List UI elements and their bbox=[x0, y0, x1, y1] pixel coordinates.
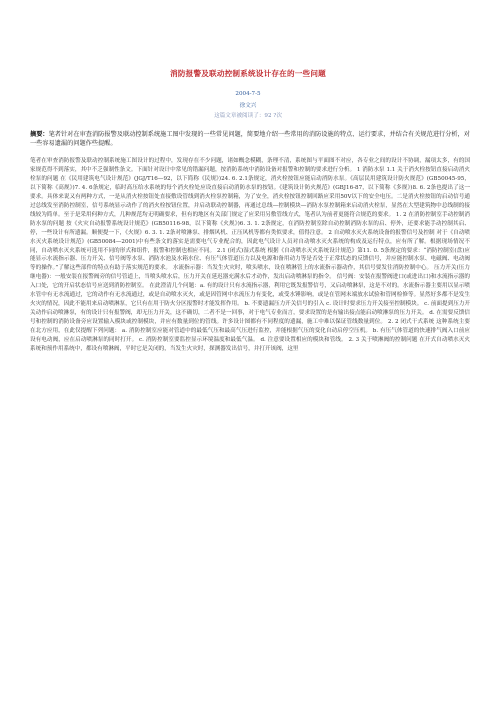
article-body bbox=[30, 157, 470, 697]
publish-date: 2004-7-5 bbox=[235, 91, 261, 97]
author-link[interactable]: 徐文兴 bbox=[239, 103, 257, 109]
article-title: 消防报警及联动控制系统设计存在的一些问题 bbox=[170, 69, 326, 78]
abstract-text: 笔者针对在审查消防报警及联动控制系统施工图中发现的一些常见问题，简要地介绍一些常用的消防设施的特点、运行要求，并结合有关规范进行分析，对一些容易遗漏的问题作些提醒。 bbox=[30, 131, 470, 148]
body-text: 笔者在审查消防报警及联动控制系统施工图设计的过程中，发现存在不少问题，诸如概念模糊，条理不清，系统图与平面图不对应，各专业之间的设计不协调，漏项太多，有的国家规范得不到落实，其中不乏强制性条文。下面针对设计中常见的错漏问题，按消防系统中消防设备对报警和控制的要求进行分析。 1 消防水泵 1.1 关于消火栓按钮直接启动消火栓泵的问题 在《民用建筑电气设计规范》(JGJ/T16—92，以下简称《民规》)24. 6. 2.1条规定，消火栓按钮应能启动消防水泵。《高层民用建筑设计防火规范》(GB50045-95，以下简称《高规》)7. 4. 6条规定，临时高压给水系统的每个消火栓处应设直接启动消防水泵的按钮。《建筑设计防火规范》(GBJ16-87，以下简称《多规》)8. 6. 2条也提出了这一要求。具体来说又有两种方式，一是从消火栓按钮处直接敷设管线到消火栓泵控制箱，为了安全，消火栓按钮控制回路应采用50V以下的安全电压。二是消火栓按钮的启动信号通过总线发至消防控制室，信号系统显示动作了的消火栓按钮位置，并启动联动控制器，再通过总线—控制模块—消防水泵控制箱来启动消火栓泵，显然在大型建筑物中总线制的接线较为简单。至于是采用何种方式，几种规范均无明确要求，但有的地区有关部门规定了应采用另敷管线方式，笔者认为前者更能符合规范的要求。 1. 2 在消防控制室手动控制消防水泵的问题 按《火灾自动报警系统设计规范》(GB50116-98，以下简称《火规》)6. 3. 1. 2条规定，在消防控制室除自动控制消防水泵的启、停外，还要求能手动控制其启、停，一些设计有所遗漏。顺便提一下，《火规》6. 3. 1. 2条对喷淋泵、排烟风机、正压风机等都有类似要求，值得注意。 2 自动喷水灭火系统设备的报警信号及控制 对于《自动喷水灭火系统设计规范》(GB50084—2001)中有些条文的落实是需要电气专业配合的，因此电气设计人员对自动喷水灭火系统的构成及运行特点，应有所了解。根据现场情况不同，自动喷水灭火系统可选用不同的形式和组件，报警和控制也相应不同。 2.1 (闭式)湿式系统 根据《自动喷水灭火系统设计规范》第11. 0. 5条规定的要求：“消防控制室(盘)应能显示水流指示器、压力开关、信号阀等水泵、消防水池及水箱水位、有压气体管道压力以及电源和备用动力等是否处于正常状态的反馈信号，并应能控制水泵、电磁阀、电动阀等的操作。”了解这些部件的特点有助于落实规范的要求。 水流指示器：当发生火灾时，喷头喷水，设在喷淋管上的水流指示器动作，其信号要发往消防控制中心。 压力开关(压力继电器)：一般安装在报警阀旁的信号管道上，当喷头喷水后，压力开关在延迟器充满水后才动作，发出启动喷淋泵的指令。 信号阀：安装在报警阀进口(或进出口)和水流指示器的入口处，它的开启状态信号应送到消防控制室。 在此澄清几个问题：a. 有的设计只有水流指示器，利用它既发报警信号，又启动喷淋泵，这是不对的。水流指示器主要用以显示喷水管中有无水流通过，它的动作有无水流通过，或是自动喷水灭火，或是因管网中水流压力有变化，或受水锤影响，或是在管网末端放水试验和管网检修等。显然好多都不是发生火灾的情况，因此不能用来启动喷淋泵，它只有在用于防火分区报警时才能发挥作用。 b. 不要遗漏压力开关信号的引入 c. 设计时要求压力开关接至控制模块。 c. 前面提到压力开关动作启动喷淋泵，有的设计只有报警阀，却无压力开关，这不确切，二者不是一回事，对于电气专业而言，要求设置的是有输出接点能启动喷淋泵的压力开关。 d. 在需要反馈信号和控制的消防设备旁应设置输入模块或控制模块，并应有数量到位的管线。许多设计图都有不同程度的遗漏，施工中难以保证管线数量到位。 2. 2 闭式干式系统 这种系统主要在北方应用，在此仅提醒下列问题： a. 消防控制室应能对管道中的最低气压和最高气压进行监控，并能根据气压的变化自动启停空压机。 b. 有压气体管道的快速排气阀入口前应设有电动阀，应在启动喷淋泵的同时打开。 c. 消防控制室要监控显示环境温度和最低气温。 d. 注意要设置相应的模块和管线。 2. 3 关于喷淋阀的控制问题 在开式自动喷水灭火系统和预作用系统中，都设有喷淋阀，平时它是关闭的，当发生火灾时，探测器发出信号，并打开该阀，这里 bbox=[30, 158, 470, 353]
abstract-label: 摘要： bbox=[30, 131, 49, 138]
abstract-block bbox=[30, 130, 470, 148]
view-count: 这篇文章被阅读了：92 ?次 bbox=[214, 113, 282, 119]
